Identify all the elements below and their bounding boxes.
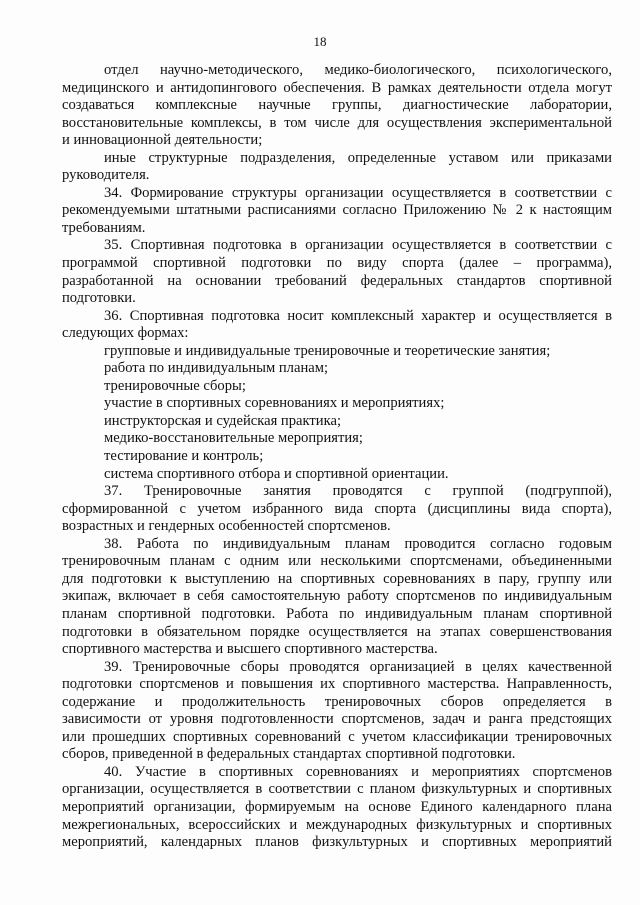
text-line: сформированной с учетом избранного вида спорта (дисциплины вида спорта), xyxy=(62,500,612,517)
text-line: разработанной на основании требований федеральных стандартов спортивной xyxy=(62,272,612,289)
text-line: работа по индивидуальным планам; xyxy=(104,360,329,377)
text-line: тестирование и контроль; xyxy=(104,448,264,465)
text-line: тренировочные сборы; xyxy=(104,377,246,394)
text-line: и инновационной деятельности; xyxy=(62,132,263,149)
text-line: участие в спортивных соревнованиях и мероприятиях; xyxy=(104,395,445,412)
text-line: мероприятий организации, формируемым на основе Единого календарного плана xyxy=(62,798,612,815)
text-line: организации, осуществляется в соответствии с планом физкультурных и спортивных xyxy=(62,781,612,798)
page-number: 18 xyxy=(313,34,327,49)
text-line: 39. Тренировочные сборы проводятся организацией в целях качественной xyxy=(104,658,612,675)
text-line: 35. Спортивная подготовка в организации осуществляется в соответствии с xyxy=(104,237,612,254)
text-line: медицинского и антидопингового обеспечения. В рамках деятельности отдела могут xyxy=(62,79,612,96)
text-line: 37. Тренировочные занятия проводятся с группой (подгруппой), xyxy=(104,483,612,500)
body-text xyxy=(62,62,612,852)
text-line: 34. Формирование структуры организации осуществляется в соответствии с xyxy=(104,184,612,201)
text-line: создаваться комплексные научные группы, диагностические лаборатории, xyxy=(62,97,612,114)
text-line: групповые и индивидуальные тренировочные и теоретические занятия; xyxy=(104,342,551,359)
text-line: медико-восстановительные мероприятия; xyxy=(104,430,363,447)
text-line: восстановительные комплексы, в том числе для осуществления экспериментальной xyxy=(62,114,612,131)
text-line: межрегиональных, всероссийских и международных физкультурных и спортивных xyxy=(62,816,612,833)
text-line: 38. Работа по индивидуальным планам проводится согласно годовым xyxy=(104,535,612,552)
text-line: для подготовки к выступлению на спортивных соревнованиях в пару, группу или xyxy=(62,570,612,587)
text-line: тренировочным планам с одним или несколькими спортсменами, объединенными xyxy=(62,553,612,570)
text-line: планам спортивной подготовки. Работа по индивидуальным планам спортивной xyxy=(62,605,612,622)
text-line: отдел научно-методического, медико-биологического, психологического, xyxy=(104,62,612,78)
text-line: программой спортивной подготовки по виду спорта (далее – программа), xyxy=(62,255,612,272)
text-line: подготовки спортсменов и повышения их спортивного мастерства. Направленность, xyxy=(62,676,612,693)
text-line: содержание и продолжительность тренировочных сборов определяется в xyxy=(62,693,612,710)
text-line: рекомендуемыми штатными расписаниями согласно Приложению № 2 к настоящим xyxy=(62,202,612,219)
text-line: спортивного мастерства и высшего спортивного мастерства. xyxy=(62,641,438,658)
text-line: 40. Участие в спортивных соревнованиях и мероприятиях спортсменов xyxy=(104,763,612,780)
text-line: мероприятий, календарных планов физкультурных и спортивных мероприятий xyxy=(62,834,612,851)
text-line: подготовки. xyxy=(62,290,136,307)
text-line: система спортивного отбора и спортивной ориентации. xyxy=(104,465,449,482)
text-line: или прошедших спортивных соревнований с учетом классификации тренировочных xyxy=(62,728,612,745)
text-line: 36. Спортивная подготовка носит комплексный характер и осуществляется в xyxy=(104,307,612,324)
text-line: экипаж, включает в себя самостоятельную работу спортсменов по индивидуальным xyxy=(62,588,612,605)
text-line: возрастных и гендерных особенностей спортсменов. xyxy=(62,518,391,535)
text-line: иные структурные подразделения, определенные уставом или приказами xyxy=(104,149,612,166)
text-line: следующих формах: xyxy=(62,325,189,342)
text-line: инструкторская и судейская практика; xyxy=(104,412,342,429)
text-line: требованиям. xyxy=(62,219,146,236)
text-line: руководителя. xyxy=(62,167,150,184)
text-line: зависимости от уровня подготовленности спортсменов, задач и ранга предстоящих xyxy=(62,711,612,728)
text-line: подготовки в обязательном порядке осуществляется на этапах совершенствования xyxy=(62,623,612,640)
text-line: сборов, приведенной в федеральных стандартах спортивной подготовки. xyxy=(62,746,516,763)
